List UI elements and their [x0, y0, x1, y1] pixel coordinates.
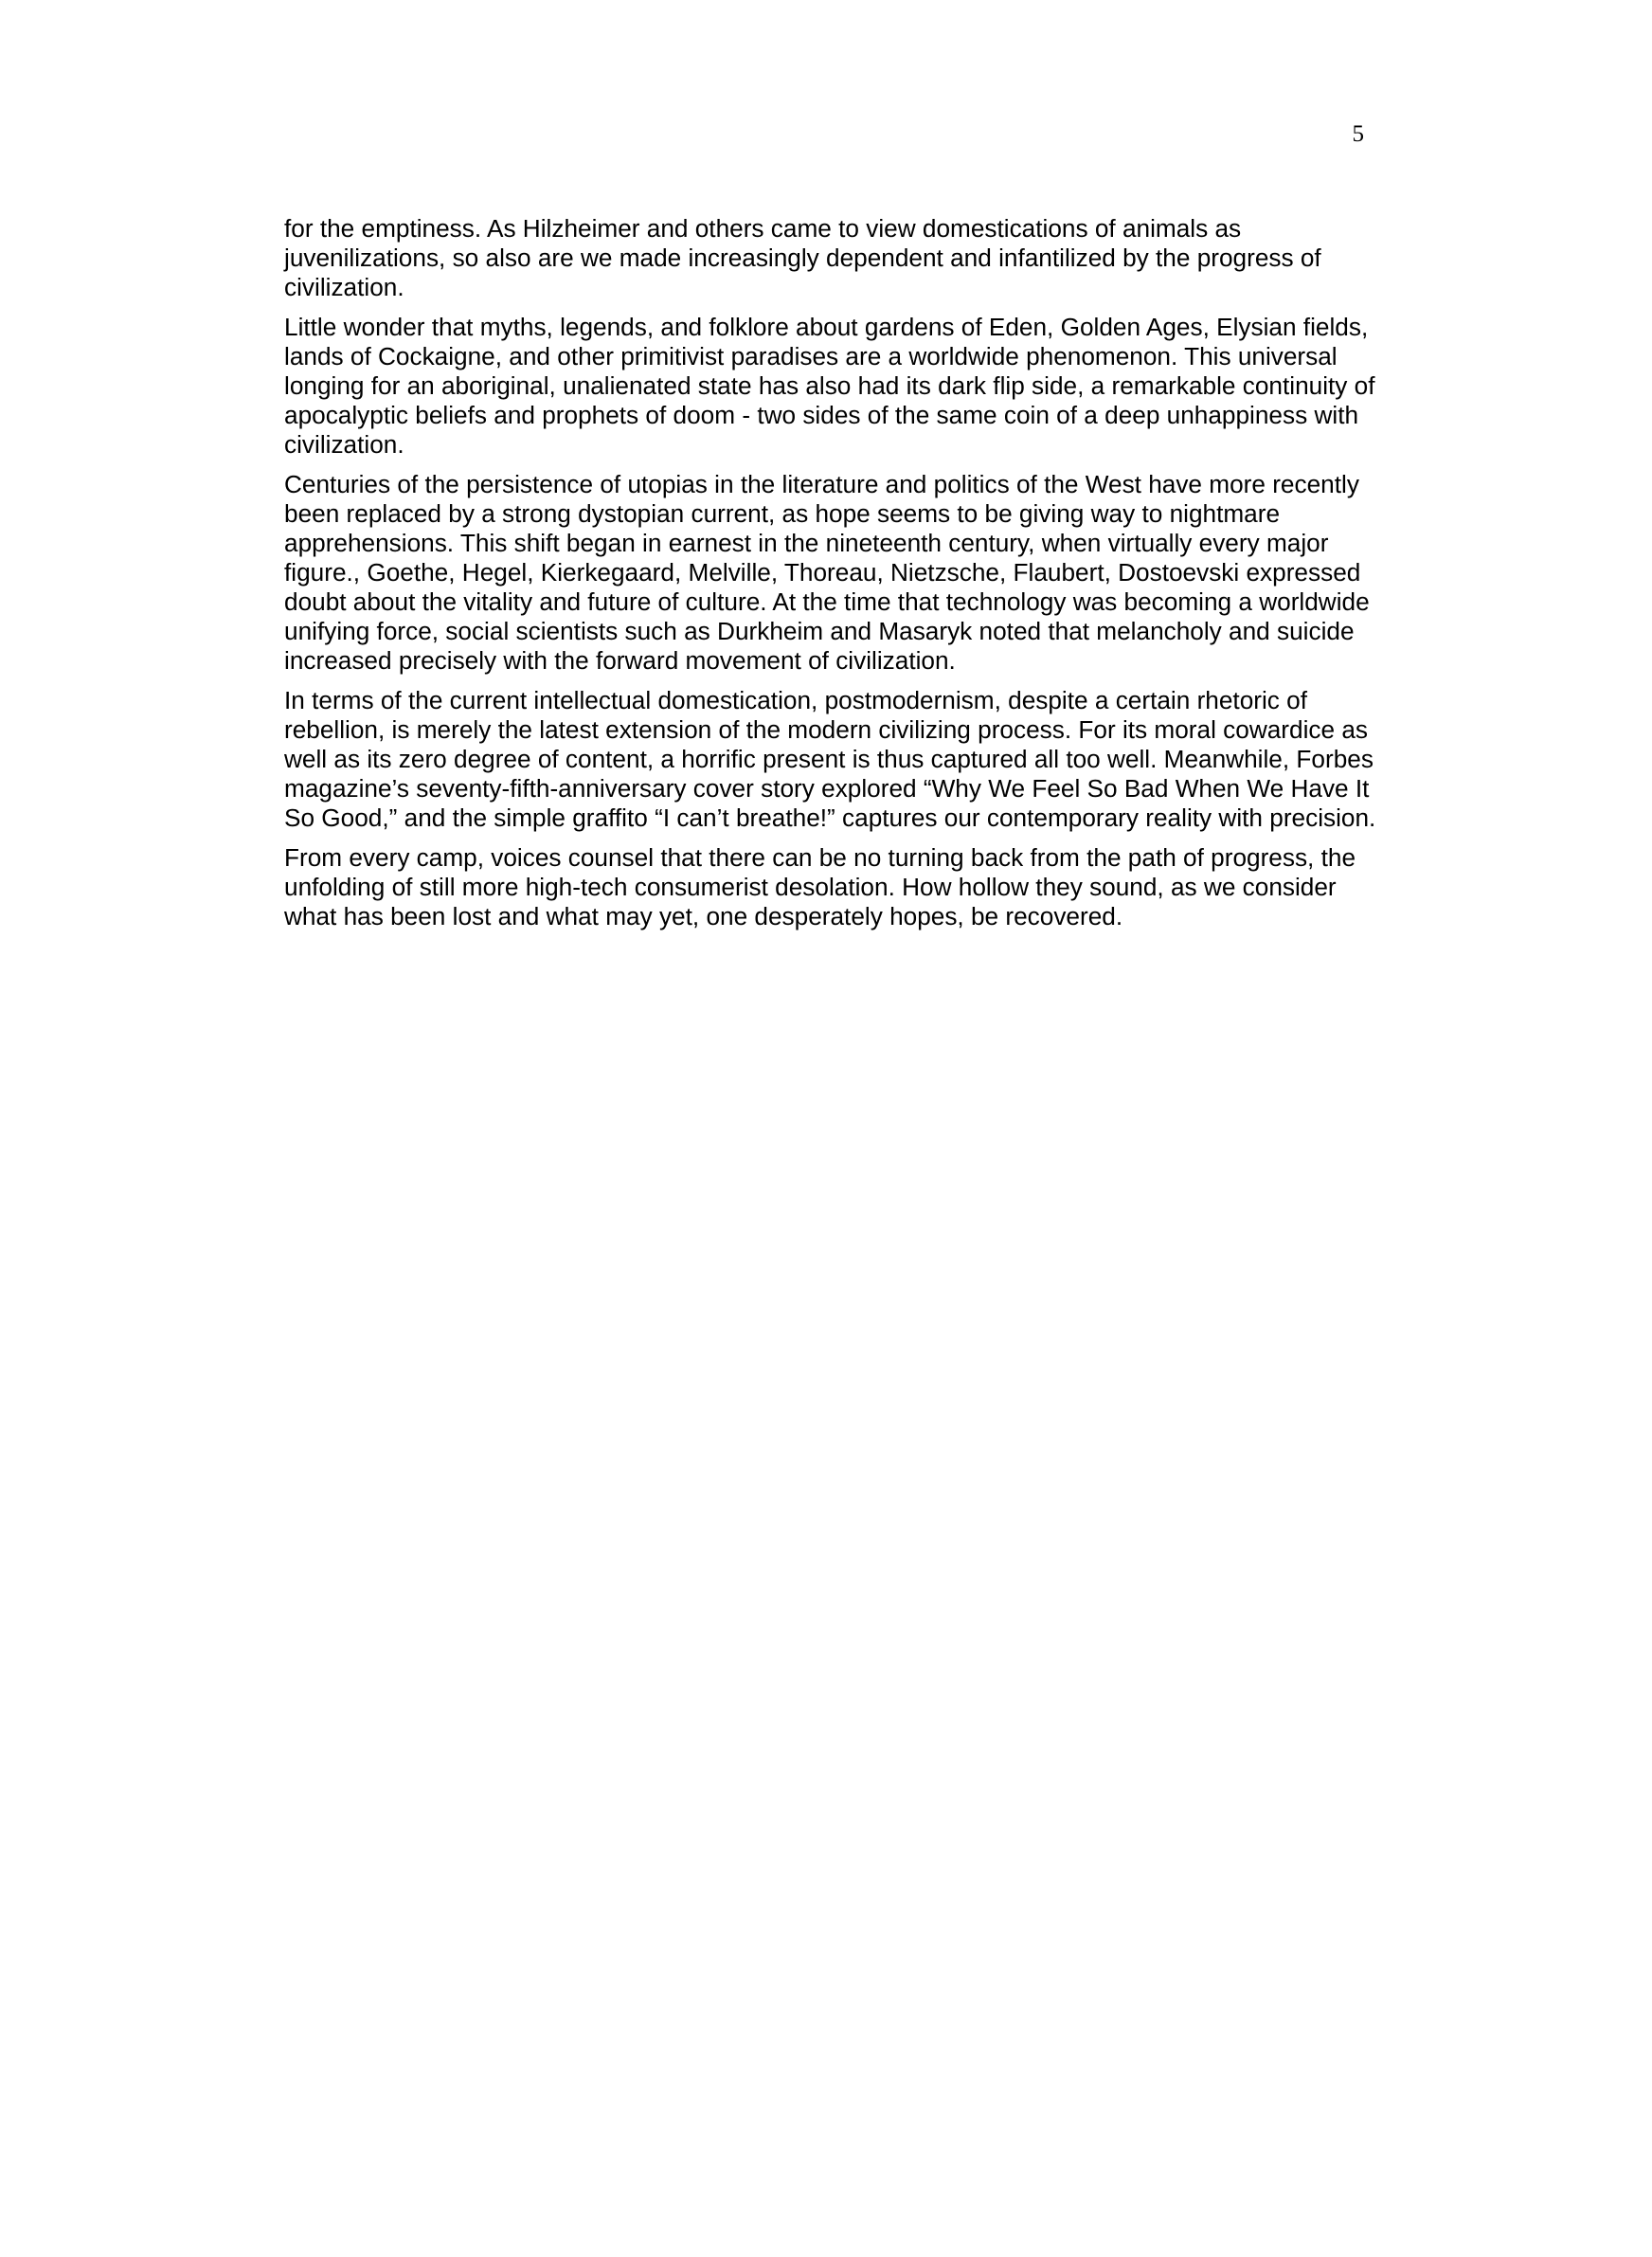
body-text: [284, 214, 1383, 942]
page-number: 5: [1352, 121, 1364, 147]
paragraph: for the emptiness. As Hilzheimer and others came to view domestications of animals as juvenilizations, so also are we made increasingly dependent and infantilized by the progress of civilization.: [284, 214, 1321, 301]
paragraph: In terms of the current intellectual domestication, postmodernism, despite a certain rhetoric of rebellion, is merely the latest extension of the modern civilizing process. For its moral cowardice as well as its zero degree of content, a horrific present is thus captured all too well. Meanwhile, Forbes magazine’s seventy-fifth-anniversary cover story explored “Why We Feel So Bad When We Have It So Good,” and the simple graffito “I can’t breathe!” captures our contemporary reality with precision.: [284, 686, 1376, 832]
paragraph: Centuries of the persistence of utopias in the literature and politics of the West have more recently been replaced by a strong dystopian current, as hope seems to be giving way to nightmare apprehensions. This shift began in earnest in the nineteenth century, when virtually every major figure., Goethe, Hegel, Kierkegaard, Melville, Thoreau, Nietzsche, Flaubert, Dostoevski expressed doubt about the vitality and future of culture. At the time that technology was becoming a worldwide unifying force, social scientists such as Durkheim and Masaryk noted that melancholy and suicide increased precisely with the forward movement of civilization.: [284, 470, 1370, 675]
paragraph: From every camp, voices counsel that there can be no turning back from the path of progress, the unfolding of still more high-tech consumerist desolation. How hollow they sound, as we consider what has been lost and what may yet, one desperately hopes, be recovered.: [284, 843, 1356, 930]
paragraph: Little wonder that myths, legends, and folklore about gardens of Eden, Golden Ages, Elysian fields, lands of Cockaigne, and other primitivist paradises are a worldwide phenomenon. This universal longing for an aboriginal, unalienated state has also had its dark flip side, a remarkable continuity of apocalyptic beliefs and prophets of doom - two sides of the same coin of a deep unhappiness with civilization.: [284, 313, 1375, 459]
